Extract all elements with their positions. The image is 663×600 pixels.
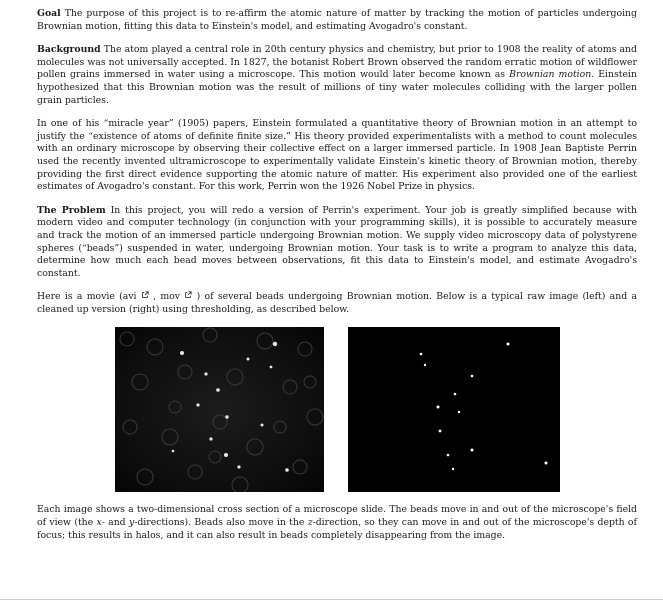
raw-bead-field [115, 327, 324, 492]
y-variable: y [128, 517, 135, 529]
einstein-paragraph [37, 118, 637, 194]
z-variable: z [307, 517, 313, 529]
problem-text: In this project, you will redo a version of Perrin's experiment. Your job is greatly simplified because with modern video and computer technology (in conjunction with your programming skills), it is possible to accurately measure and track the motion of an immersed particle undergoing Brownian motion. We supply video microscopy data of polystyrene spheres (“beads”) suspended in water, undergoing Brownian motion. Your task is to write a program to analyze this data, determine how much each bead moves between observations, fit this data to Einstein's model, and estimate Avogadro's constant. [37, 204, 637, 279]
avi-link[interactable]: avi [123, 291, 149, 302]
brownian-motion-term: Brownian motion [509, 69, 592, 81]
background-text: The atom played a central role in 20th century physics and chemistry, but prior to 1908 the reality of atoms and molecules was not universally accepted. In 1827, the botanist Robert Brown observed the random erratic motion of wildflower pollen grains immersed in water using a microscope. This motion would later become known as [37, 44, 637, 81]
external-link-icon [141, 291, 149, 299]
movie-text: Here is a movie ( [37, 291, 123, 303]
thresholded-microscope-image [348, 327, 560, 492]
figure-pair [37, 327, 637, 494]
problem-heading: The Problem [37, 204, 106, 216]
movie-text-end: ) of several beads undergoing Brownian motion. Below is a typical raw image (left) and a cleaned up version (right) using thresholding, as described below. [37, 291, 637, 315]
clean-bead-field [348, 327, 560, 492]
goal-paragraph [37, 8, 637, 33]
closing-text: Each image shows a two-dimensional cross section of a microscope slide. The beads move in and out of the microscope's field of view (the [37, 504, 637, 529]
mov-link[interactable]: mov [160, 291, 192, 302]
movie-paragraph: Here is a movie (avi , mov ) of several beads undergoing Brownian motion. Below is a typical raw image (left) and a cleaned up version (right) using thresholding, as described below. [37, 291, 637, 315]
goal-text: The purpose of this project is to re-affirm the atomic nature of matter by tracking the motion of particles undergoing Brownian motion, fitting this data to Einstein's model, and estimating Avogadro's constant. [37, 8, 637, 32]
problem-paragraph [37, 205, 637, 281]
einstein-text: In one of his “miracle year” (1905) papers, Einstein formulated a quantitative theory of Brownian motion in an attempt to justify the “existence of atoms of definite finite size.” His theory provided experimentalists with a method to count molecules with an ordinary microscope by observing their collective effect on a larger immersed particle. In 1908 Jean Baptiste Perrin used the recently invented ultramicroscope to experimentally validate Einstein's kinetic theory of Brownian motion, thereby providing the first direct evidence supporting the atomic nature of matter. His experiment also provided one of the earliest estimates of Avogadro's constant. For this work, Perrin won the 1926 Nobel Prize in physics. [37, 118, 637, 193]
x-variable: x [96, 517, 102, 529]
background-heading: Background [37, 44, 101, 56]
closing-paragraph: Each image shows a two-dimensional cross section of a microscope slide. The beads move in and out of the microscope's field of view (the x- and y-directions). Beads also move in the z-direction, so they can move in and out of the microscope's depth of focus; this results in halos, and it can also result in beads completely disappearing from the image. [37, 504, 637, 541]
goal-heading: Goal [37, 8, 61, 19]
background-text-end: . Einstein hypothesized that this Brownian motion was the result of millions of tiny water molecules colliding with the larger pollen grain particles. [37, 69, 637, 106]
background-paragraph [37, 44, 637, 107]
raw-microscope-image [115, 327, 324, 492]
